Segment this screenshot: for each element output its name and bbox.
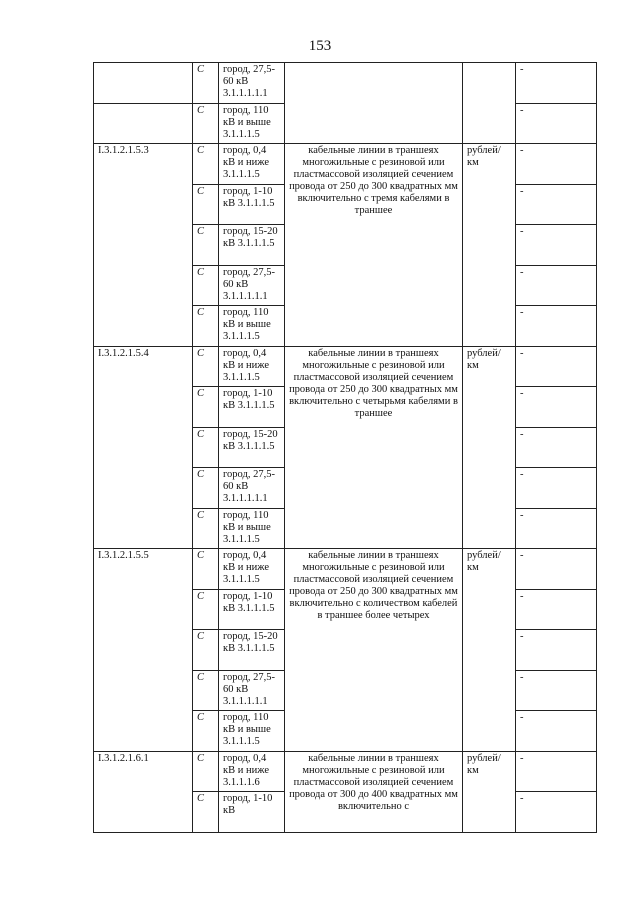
unit-cell	[463, 63, 516, 144]
value-cell: -	[516, 225, 597, 266]
value-cell: -	[516, 347, 597, 387]
unit-cell: рублей/ км	[463, 144, 516, 347]
tariff-table	[93, 62, 597, 833]
type-cell: C	[193, 387, 219, 428]
value-cell: -	[516, 387, 597, 428]
value-cell: -	[516, 630, 597, 671]
value-cell: -	[516, 590, 597, 630]
city-voltage-cell: город, 1-10 кВ 3.1.1.1.5	[219, 185, 285, 225]
type-cell: C	[193, 509, 219, 549]
value-cell: -	[516, 185, 597, 225]
value-cell: -	[516, 306, 597, 347]
type-cell: C	[193, 63, 219, 104]
description-text: кабельные линии в траншеях многожильные с резиновой или пластмассовой изоляцией сечением провода от 250 до 300 квадратных мм включительно с количеством кабелей в траншее более четырех	[289, 550, 458, 621]
value-cell: -	[516, 63, 597, 104]
description-cell	[285, 752, 463, 833]
table-row	[94, 347, 597, 387]
value-cell: -	[516, 104, 597, 144]
city-voltage-cell: город, 1-10 кВ 3.1.1.1.5	[219, 590, 285, 630]
value-cell: -	[516, 144, 597, 185]
type-cell: C	[193, 468, 219, 509]
description-text: кабельные линии в траншеях многожильные с резиновой или пластмассовой изоляцией сечением провода от 250 до 300 квадратных мм включительно с тремя кабелями в траншее	[289, 145, 458, 216]
type-cell: C	[193, 711, 219, 752]
type-cell: C	[193, 630, 219, 671]
type-cell: C	[193, 549, 219, 590]
city-voltage-cell: город, 110 кВ и выше 3.1.1.1.5	[219, 306, 285, 347]
city-voltage-cell: город, 0,4 кВ и ниже 3.1.1.1.5	[219, 549, 285, 590]
description-cell	[285, 63, 463, 144]
type-cell: C	[193, 185, 219, 225]
type-cell: C	[193, 590, 219, 630]
city-voltage-cell: город, 0,4 кВ и ниже 3.1.1.1.5	[219, 144, 285, 185]
type-cell: C	[193, 225, 219, 266]
city-voltage-cell: город, 15-20 кВ 3.1.1.1.5	[219, 225, 285, 266]
value-cell: -	[516, 671, 597, 711]
table-row	[94, 144, 597, 185]
type-cell: C	[193, 792, 219, 833]
city-voltage-cell: город, 27,5-60 кВ 3.1.1.1.1.1	[219, 266, 285, 306]
city-voltage-cell: город, 110 кВ и выше 3.1.1.1.5	[219, 104, 285, 144]
city-voltage-cell: город, 0,4 кВ и ниже 3.1.1.1.6	[219, 752, 285, 792]
type-cell: C	[193, 266, 219, 306]
page-number: 153	[308, 38, 332, 54]
unit-cell: рублей/ км	[463, 752, 516, 833]
type-cell: C	[193, 428, 219, 468]
city-voltage-cell: город, 27,5-60 кВ 3.1.1.1.1.1	[219, 468, 285, 509]
city-voltage-cell: город, 27,5-60 кВ 3.1.1.1.1.1	[219, 671, 285, 711]
table-body	[94, 63, 597, 833]
value-cell: -	[516, 468, 597, 509]
value-cell: -	[516, 711, 597, 752]
city-voltage-cell: город, 0,4 кВ и ниже 3.1.1.1.5	[219, 347, 285, 387]
code-cell: I.3.1.2.1.5.3	[94, 144, 193, 347]
code-cell: I.3.1.2.1.5.4	[94, 347, 193, 549]
description-cell	[285, 347, 463, 549]
table-row	[94, 549, 597, 590]
city-voltage-cell: город, 15-20 кВ 3.1.1.1.5	[219, 630, 285, 671]
type-cell: C	[193, 144, 219, 185]
code-cell	[94, 63, 193, 104]
city-voltage-cell: город, 1-10 кВ	[219, 792, 285, 833]
unit-cell: рублей/ км	[463, 549, 516, 752]
city-voltage-cell: город, 15-20 кВ 3.1.1.1.5	[219, 428, 285, 468]
code-cell: I.3.1.2.1.5.5	[94, 549, 193, 752]
value-cell: -	[516, 509, 597, 549]
unit-cell: рублей/ км	[463, 347, 516, 549]
value-cell: -	[516, 752, 597, 792]
type-cell: C	[193, 104, 219, 144]
type-cell: C	[193, 347, 219, 387]
city-voltage-cell: город, 110 кВ и выше 3.1.1.1.5	[219, 509, 285, 549]
type-cell: C	[193, 752, 219, 792]
type-cell: C	[193, 671, 219, 711]
table-row	[94, 752, 597, 792]
city-voltage-cell: город, 27,5-60 кВ 3.1.1.1.1.1	[219, 63, 285, 104]
value-cell: -	[516, 549, 597, 590]
description-cell	[285, 549, 463, 752]
type-cell: C	[193, 306, 219, 347]
value-cell: -	[516, 792, 597, 833]
table-row	[94, 63, 597, 104]
value-cell: -	[516, 266, 597, 306]
code-cell: I.3.1.2.1.6.1	[94, 752, 193, 833]
value-cell: -	[516, 428, 597, 468]
description-cell	[285, 144, 463, 347]
city-voltage-cell: город, 110 кВ и выше 3.1.1.1.5	[219, 711, 285, 752]
description-text: кабельные линии в траншеях многожильные с резиновой или пластмассовой изоляцией сечением провода от 300 до 400 квадратных мм включительно с	[289, 753, 458, 812]
city-voltage-cell: город, 1-10 кВ 3.1.1.1.5	[219, 387, 285, 428]
description-text: кабельные линии в траншеях многожильные с резиновой или пластмассовой изоляцией сечением провода от 250 до 300 квадратных мм включительно с четырьмя кабелями в траншее	[289, 348, 458, 419]
code-cell	[94, 104, 193, 144]
